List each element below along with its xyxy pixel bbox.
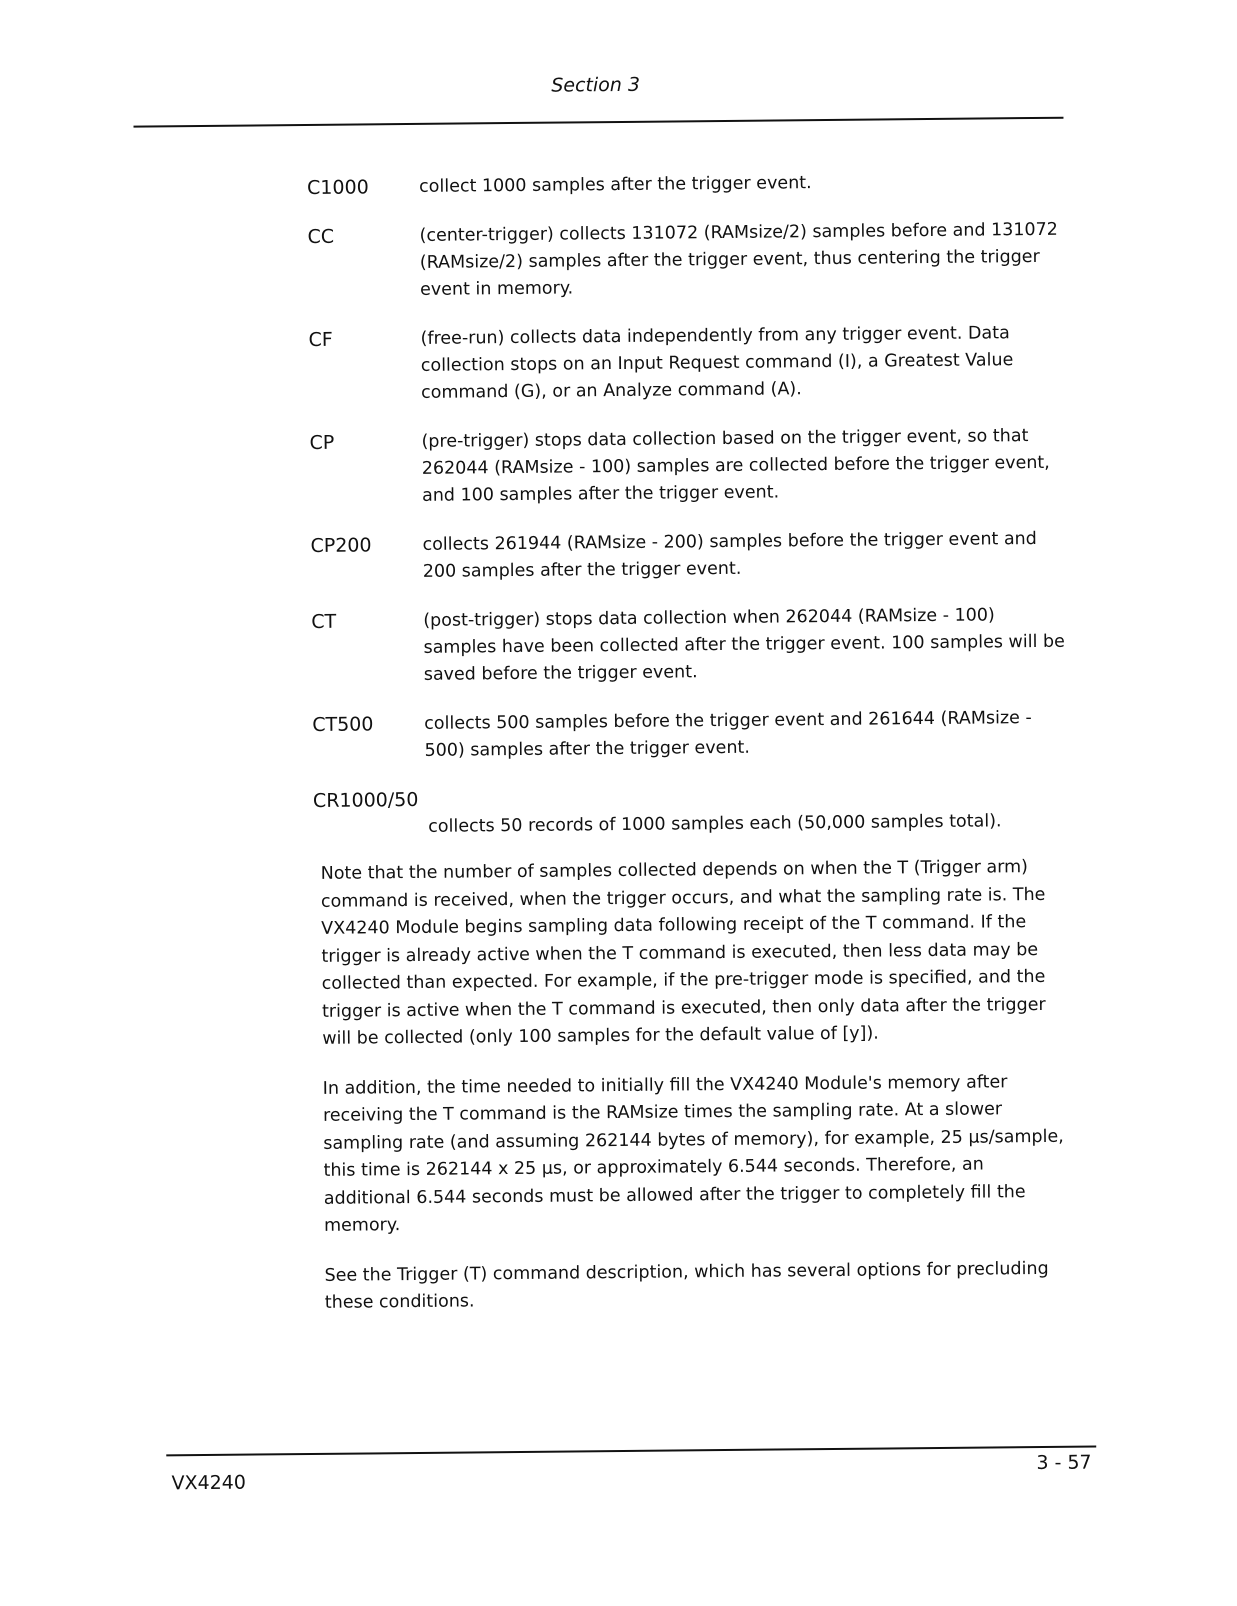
option-entry-ct500 <box>312 705 1072 766</box>
footer-rule <box>166 1445 1096 1456</box>
option-description: (free-run) collects data independently from any trigger event. Data collection stops on an Input Request command (I), a Greatest Value command (G), or an Analyze command (A). <box>420 323 1014 403</box>
option-entry-cr1000-50 <box>313 781 1073 842</box>
section-header: Section 3 <box>551 73 641 97</box>
paragraph-see-trigger: See the Trigger (T) command description, which has several options for precluding these conditions. <box>324 1258 1049 1313</box>
option-description: collects 50 records of 1000 samples each (50,000 samples total). <box>428 811 1002 837</box>
option-code: CT <box>311 610 337 633</box>
option-code: CC <box>307 225 335 248</box>
option-code: CF <box>308 328 333 351</box>
option-description: (center-trigger) collects 131072 (RAMsize/2) samples before and 131072 (RAMsize/2) samples after the trigger event, thus centering the trigger event in memory. <box>419 219 1058 300</box>
paragraph-fill-time: In addition, the time needed to initially fill the VX4240 Module's memory after receiving the T command is the RAMsize times the sampling rate. At a slower sampling rate (and assuming 262144 bytes of memory), for example, 25 µs/sample, this time is 262144 x 25 µs, or approximately 6.544 seconds. Therefore, an additional 6.544 seconds must be allowed after the trigger to completely fill the memory. <box>322 1071 1064 1236</box>
option-code: CT500 <box>312 713 374 736</box>
option-description: collects 500 samples before the trigger event and 261644 (RAMsize - 500) samples after the trigger event. <box>424 708 1032 761</box>
option-entry-c1000 <box>307 168 1067 202</box>
option-description: collect 1000 samples after the trigger event. <box>419 173 812 197</box>
header-rule <box>134 117 1064 128</box>
paragraph-trigger-note: Note that the number of samples collected depends on when the T (Trigger arm) command is received, when the trigger occurs, and what the sampling rate is. The VX4240 Module begins sampling data following receipt of the T command. If the trigger is already active when the T command is executed, then less data may be collected than expected. For example, if the pre-trigger mode is specified, and the trigger is active when the T command is executed, then only data after the trigger will be collected (only 100 samples for the default value of [y]). <box>320 857 1046 1049</box>
option-description: (post-trigger) stops data collection when 262044 (RAMsize - 100) samples have been collected after the trigger event. 100 samples will be saved before the trigger event. <box>423 605 1065 685</box>
option-code: CP <box>309 431 335 454</box>
option-entry-cf <box>308 320 1069 408</box>
option-entry-cc <box>307 217 1068 305</box>
body-text <box>321 854 1076 1340</box>
option-entry-ct <box>311 602 1072 690</box>
footer-page-number: 3 - 57 <box>1036 1451 1092 1475</box>
option-entry-cp <box>309 423 1070 511</box>
command-option-list <box>307 168 1074 864</box>
option-entry-cp200 <box>310 526 1070 587</box>
option-description: (pre-trigger) stops data collection based on the trigger event, so that 262044 (RAMsize - 100) samples are collected before the trigger event, and 100 samples after the trigger event. <box>421 426 1050 506</box>
option-code: CP200 <box>310 534 372 557</box>
option-description: collects 261944 (RAMsize - 200) samples before the trigger event and 200 samples after the trigger event. <box>422 528 1037 582</box>
footer-product-name: VX4240 <box>171 1471 247 1495</box>
option-code: CR1000/50 <box>312 788 419 812</box>
option-code: C1000 <box>307 176 369 199</box>
